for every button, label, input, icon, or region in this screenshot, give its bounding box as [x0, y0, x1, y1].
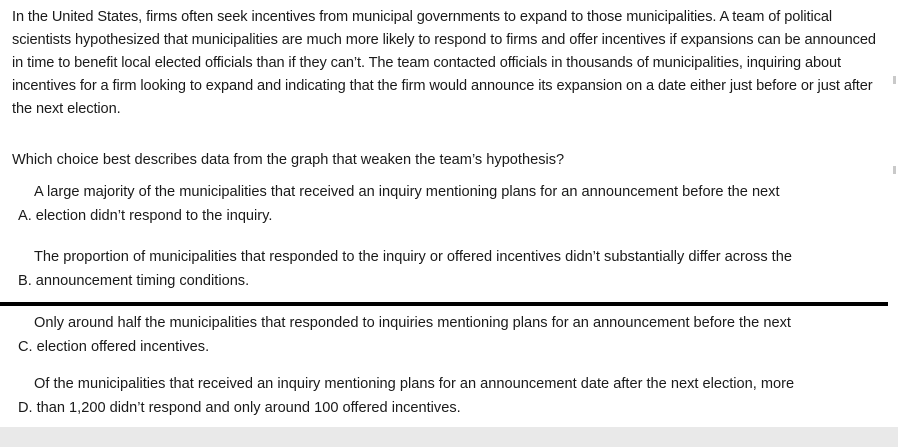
choice-d-text-line1: Of the municipalities that received an inquiry mentioning plans for an announcement date after the next election, more [34, 376, 795, 392]
choice-d-letter: D. [18, 400, 33, 416]
bottom-shade-bar [0, 427, 898, 447]
choice-a-text-line1: A large majority of the municipalities that received an inquiry mentioning plans for an announcement before the next [34, 184, 780, 200]
answer-choice-d[interactable] [18, 372, 886, 420]
divider-line [0, 302, 888, 306]
answer-choice-c[interactable] [18, 311, 886, 359]
choice-b-text-line2: announcement timing conditions. [35, 273, 250, 289]
answer-choice-a[interactable] [18, 180, 886, 228]
choice-a-letter: A. [18, 208, 32, 224]
question-prompt: Which choice best describes data from the graph that weaken the team’s hypothesis? [12, 152, 565, 168]
choice-c-text-line1: Only around half the municipalities that responded to inquiries mentioning plans for an announcement before the next [34, 315, 791, 331]
choice-c-letter: C. [18, 339, 33, 355]
choice-d-text-line2: than 1,200 didn’t respond and only around 100 offered incentives. [36, 400, 461, 416]
choice-c-text-line2: election offered incentives. [36, 339, 210, 355]
passage-text: In the United States, firms often seek incentives from municipal governments to expand to those municipalities. A team of political scientists hypothesized that municipalities are much more likely to respond to firms and offer incentives if expansions can be announced in time to benefit local elected officials than if they can’t. The team contacted officials in thousands of municipalities, inquiring about incentives for a firm looking to expand and indicating that the firm would announce its expansion on a date either just before or just after the next election. [12, 9, 876, 117]
choice-a-text-line2: election didn’t respond to the inquiry. [35, 208, 273, 224]
choice-b-text-line1: The proportion of municipalities that responded to the inquiry or offered incentives didn’t substantially differ across the [34, 249, 792, 265]
answer-choice-b[interactable] [18, 245, 886, 293]
choice-b-letter: B. [18, 273, 32, 289]
scroll-edge-mark [893, 166, 896, 174]
scroll-edge-mark [893, 76, 896, 84]
